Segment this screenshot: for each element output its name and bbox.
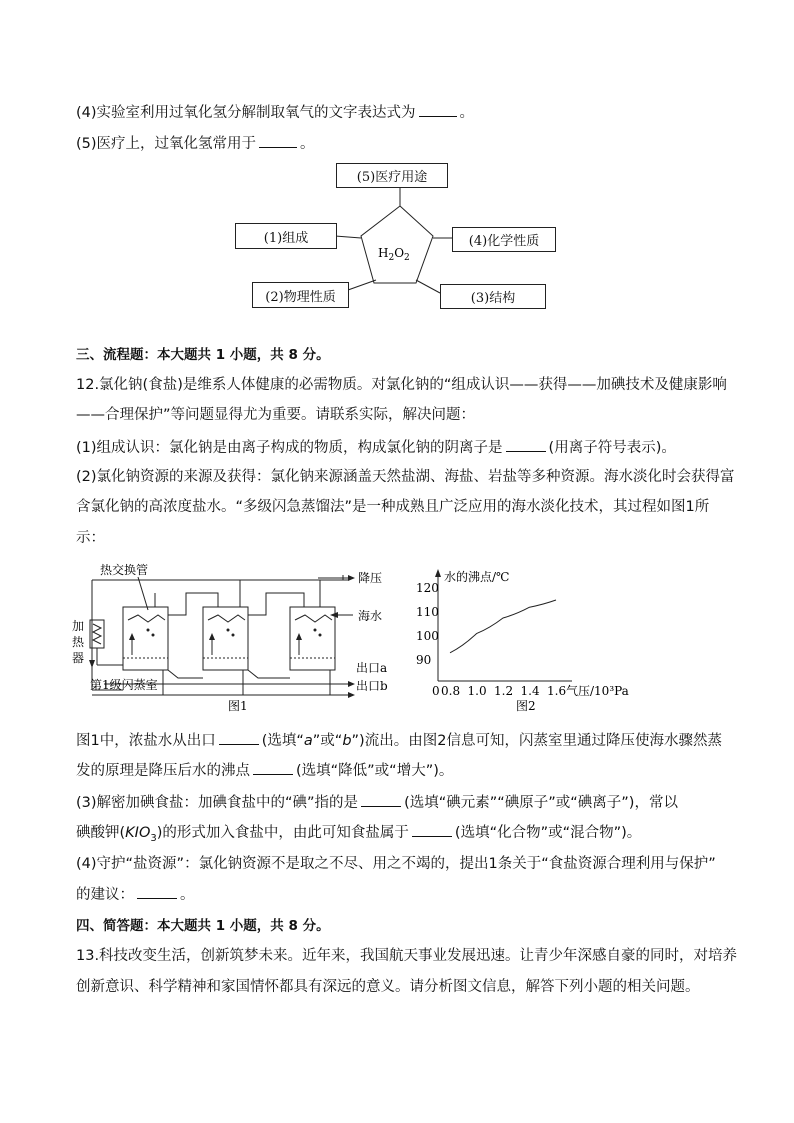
x-tick-label: 0.8	[441, 684, 461, 698]
text: 图1中，浓盐水从出口	[76, 733, 216, 749]
q12-part2-line4	[76, 730, 722, 751]
q12-part2-line2: 含氯化钠的高浓度盐水。“多级闪急蒸馏法”是一种成熟且广泛应用的海水淡化技术，其过程如图1所	[76, 499, 710, 515]
section-4-title: 四、简答题：本大题共 1 小题，共 8 分。	[76, 918, 330, 934]
figure-1-caption: 图1	[228, 699, 248, 713]
connector-left	[335, 236, 361, 238]
box-medical-use: (5)医疗用途	[336, 163, 448, 188]
figure-1-flash-distillation	[68, 560, 398, 715]
q13-line2: 创新意识、科学精神和家国情怀都具有深远的意义。请分析图文信息，解答下列小题的相关问题。	[76, 979, 700, 995]
q11-part4	[76, 102, 474, 123]
y-tick-label: 90	[416, 653, 432, 667]
box-structure: (3)结构	[440, 284, 546, 309]
label-seawater: 海水	[358, 609, 383, 623]
option-b: b	[342, 733, 352, 749]
figure-2-caption: 图2	[516, 699, 536, 713]
label-heater-2: 热	[72, 635, 85, 649]
box-physical-properties: (2)物理性质	[252, 282, 349, 308]
box-composition: (1)组成	[235, 223, 337, 249]
q12-part4-line2	[76, 884, 195, 905]
text: ”或“	[312, 733, 343, 749]
answer-blank[interactable]	[259, 133, 297, 148]
answer-blank[interactable]	[137, 884, 177, 899]
label-heater-1: 加	[72, 619, 85, 633]
q11-part4-text: (4)实验室利用过氧化氢分解制取氧气的文字表达式为	[76, 105, 416, 121]
q12-part1-suffix: (用离子符号表示)。	[548, 440, 676, 456]
figure-2-boiling-point-chart	[418, 563, 648, 715]
boiling-point-curve	[450, 600, 556, 653]
q12-part4-line1: (4)守护“盐资源”：氯化钠资源不是取之不尽、用之不竭的，提出1条关于“食盐资源合理利用与保护”	[76, 856, 716, 872]
q12-part1-text: (1)组成认识：氯化钠是由离子构成的物质，构成氯化钠的阴离子是	[76, 440, 503, 456]
text: (选填“碘元素”“碘原子”或“碘离子”)，常以	[404, 795, 678, 811]
text: (选填“	[261, 733, 304, 749]
connector-bottom-left	[348, 280, 376, 290]
label-outlet-a: 出口a	[356, 661, 388, 675]
y-axis-arrow	[435, 569, 441, 577]
label-heater-3: 器	[72, 651, 85, 665]
q12-intro-2: ——合理保护”等问题显得尤为重要。请联系实际，解决问题：	[76, 407, 476, 423]
pentagon-shape	[361, 206, 433, 283]
x-tick-label: 0	[432, 684, 440, 698]
label-heat-exchange-tube: 热交换管	[100, 563, 149, 577]
answer-blank[interactable]	[219, 730, 259, 745]
y-tick-label: 120	[416, 581, 439, 595]
h2o2-label: $H_2O_2$	[378, 246, 410, 263]
answer-blank[interactable]	[419, 102, 457, 117]
connector-bottom-right	[416, 280, 440, 293]
q13-line1: 13.科技改变生活，创新筑梦未来。近年来，我国航天事业发展迅速。让青少年深感自豪的同时，对培养	[76, 948, 738, 964]
period: 。	[459, 105, 475, 121]
period: 。	[300, 136, 315, 152]
answer-blank[interactable]	[506, 437, 546, 452]
box-chemical-properties: (4)化学性质	[452, 227, 556, 252]
q12-part1	[76, 437, 676, 458]
q12-part2-line5	[76, 760, 453, 781]
period: 。	[180, 887, 195, 903]
answer-blank[interactable]	[412, 822, 452, 837]
x-tick-label: 1.6	[547, 684, 567, 698]
x-tick-label: 1.0	[467, 684, 487, 698]
y-tick-label: 100	[416, 629, 439, 643]
y-tick-label: 110	[416, 605, 439, 619]
label-outlet-b: 出口b	[356, 679, 388, 693]
q11-part5-text: (5)医疗上，过氧化氢常用于	[76, 136, 257, 152]
text: 的建议：	[76, 887, 134, 903]
formula: KIO	[125, 825, 151, 841]
answer-blank[interactable]	[361, 792, 401, 807]
y-axis-label: 水的沸点/℃	[444, 570, 510, 584]
option-a: a	[303, 733, 313, 749]
q12-part2-line1: (2)氯化钠资源的来源及获得：氯化钠来源涵盖天然盐湖、海盐、岩盐等多种资源。海水淡化时会获得富	[76, 469, 735, 485]
formula-subscript: 3	[150, 832, 157, 844]
text: 发的原理是降压后水的沸点	[76, 763, 250, 779]
text: (选填“降低”或“增大”)。	[296, 763, 454, 779]
label-pressure-drop: 降压	[358, 571, 383, 585]
text: ”)流出。由图2信息可知，闪蒸室里通过降压使海水骤然蒸	[351, 733, 722, 749]
text: (3)解密加碘食盐：加碘食盐中的“碘”指的是	[76, 795, 359, 811]
q12-part2-line3: 示：	[76, 530, 105, 546]
label-stage-1: 第1级闪蒸室	[90, 678, 158, 692]
text: )的形式加入食盐中，由此可知食盐属于	[156, 825, 409, 841]
x-tick-label: 1.4	[520, 684, 540, 698]
section-3-title: 三、流程题：本大题共 1 小题，共 8 分。	[76, 347, 330, 363]
x-axis-label: 气压/10³Pa	[566, 684, 629, 698]
text: (选填“化合物”或“混合物”)。	[454, 825, 642, 841]
q11-part5	[76, 133, 315, 154]
q12-part3-line2	[76, 822, 641, 849]
q12-intro-1: 12.氯化钠(食盐)是维系人体健康的必需物质。对氯化钠的“组成认识——获得——加碘技术及健康影响	[76, 377, 727, 393]
text: 碘酸钾(	[76, 825, 126, 841]
answer-blank[interactable]	[253, 760, 293, 775]
q12-part3-line1	[76, 792, 678, 813]
x-tick-label: 1.2	[494, 684, 514, 698]
